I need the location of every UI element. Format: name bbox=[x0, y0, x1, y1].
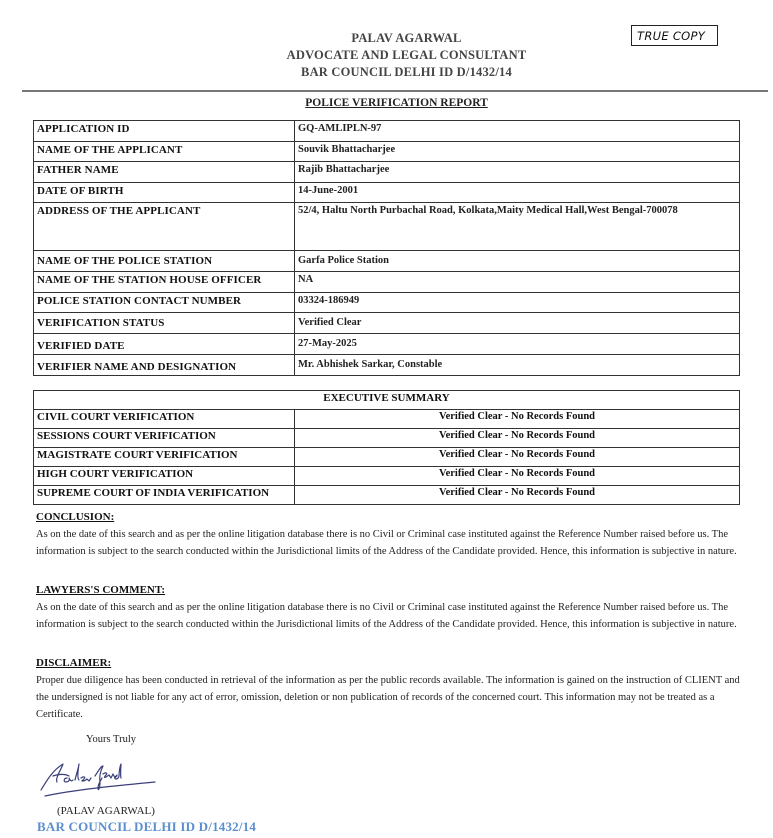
table-row bbox=[34, 467, 740, 486]
table-row bbox=[34, 333, 740, 354]
field-value: Verified Clear bbox=[295, 313, 740, 334]
closing-salutation: Yours Truly bbox=[86, 734, 137, 745]
court-label: SUPREME COURT OF INDIA VERIFICATION bbox=[34, 486, 295, 505]
table-row bbox=[34, 410, 740, 429]
field-label: APPLICATION ID bbox=[34, 121, 295, 142]
lawyers-comment-text: As on the date of this search and as per the online litigation database there is no Civil or Criminal case instituted against the Reference Number raised before us. The information is subject to the search conducted within the Jurisdictional limits of the Address of the Candidate provided. Hence, this information is subjective in nature. bbox=[36, 602, 737, 630]
table-row bbox=[34, 121, 740, 142]
table-row bbox=[34, 429, 740, 448]
field-label: VERIFIED DATE bbox=[34, 333, 295, 354]
field-value: 14-June-2001 bbox=[295, 182, 740, 203]
field-label: NAME OF THE APPLICANT bbox=[34, 141, 295, 162]
court-label: HIGH COURT VERIFICATION bbox=[34, 467, 295, 486]
advocate-name: PALAV AGARWAL bbox=[351, 31, 462, 45]
field-value: 27-May-2025 bbox=[295, 333, 740, 354]
court-status: Verified Clear - No Records Found bbox=[295, 448, 740, 467]
table-row bbox=[34, 162, 740, 183]
table-row bbox=[34, 313, 740, 334]
field-label: DATE OF BIRTH bbox=[34, 182, 295, 203]
disclaimer-text: Proper due diligence has been conducted in retrieval of the information as per the public records available. The information is gained on the instruction of CLIENT and the undersigned is not liable for any act of error, omission, deletion or non publication of records of the concerned court. This information may not be treated as a Certificate. bbox=[36, 675, 740, 720]
conclusion-heading: CONCLUSION: bbox=[36, 511, 115, 523]
court-label: SESSIONS COURT VERIFICATION bbox=[34, 429, 295, 448]
field-value: Mr. Abhishek Sarkar, Constable bbox=[295, 354, 740, 375]
field-label: POLICE STATION CONTACT NUMBER bbox=[34, 292, 295, 313]
table-row bbox=[34, 251, 740, 272]
executive-summary-heading: EXECUTIVE SUMMARY bbox=[34, 391, 740, 410]
court-status: Verified Clear - No Records Found bbox=[295, 486, 740, 505]
field-value: 52/4, Haltu North Purbachal Road, Kolkata,Maity Medical Hall,West Bengal-700078 bbox=[295, 203, 740, 251]
true-copy-stamp: TRUE COPY bbox=[631, 25, 718, 46]
field-value: NA bbox=[295, 271, 740, 292]
signatory-bar-id: BAR COUNCIL DELHI ID D/1432/14 bbox=[37, 819, 257, 834]
court-label: CIVIL COURT VERIFICATION bbox=[34, 410, 295, 429]
court-status: Verified Clear - No Records Found bbox=[295, 429, 740, 448]
table-header-row bbox=[34, 391, 740, 410]
table-row bbox=[34, 203, 740, 251]
details-table bbox=[33, 120, 740, 376]
executive-summary-table bbox=[33, 390, 740, 505]
field-value: GQ-AMLIPLN-97 bbox=[295, 121, 740, 142]
field-value: Rajib Bhattacharjee bbox=[295, 162, 740, 183]
lawyers-comment-section bbox=[36, 582, 742, 633]
field-label: NAME OF THE STATION HOUSE OFFICER bbox=[34, 271, 295, 292]
field-label: FATHER NAME bbox=[34, 162, 295, 183]
field-value: Souvik Bhattacharjee bbox=[295, 141, 740, 162]
lawyers-comment-heading: LAWYERS'S COMMENT: bbox=[36, 584, 166, 596]
field-value: Garfa Police Station bbox=[295, 251, 740, 272]
field-value: 03324-186949 bbox=[295, 292, 740, 313]
signatory-name: (PALAV AGARWAL) bbox=[57, 805, 155, 817]
field-label: NAME OF THE POLICE STATION bbox=[34, 251, 295, 272]
table-row bbox=[34, 292, 740, 313]
disclaimer-heading: DISCLAIMER: bbox=[36, 657, 112, 669]
table-row bbox=[34, 141, 740, 162]
conclusion-text: As on the date of this search and as per the online litigation database there is no Civil or Criminal case instituted against the Reference Number raised before us. The information is subject to the search conducted within the Jurisdictional limits of the Address of the Candidate provided. Hence, this information is subjective in nature. bbox=[36, 529, 737, 557]
report-title: POLICE VERIFICATION REPORT bbox=[305, 97, 488, 109]
court-label: MAGISTRATE COURT VERIFICATION bbox=[34, 448, 295, 467]
conclusion-section bbox=[36, 509, 742, 560]
table-row bbox=[34, 182, 740, 203]
field-label: VERIFIER NAME AND DESIGNATION bbox=[34, 354, 295, 375]
field-label: ADDRESS OF THE APPLICANT bbox=[34, 203, 295, 251]
table-row bbox=[34, 271, 740, 292]
field-label: VERIFICATION STATUS bbox=[34, 313, 295, 334]
disclaimer-section bbox=[36, 655, 742, 723]
signature-icon bbox=[33, 754, 163, 804]
advocate-title: ADVOCATE AND LEGAL CONSULTANT bbox=[286, 48, 527, 62]
table-row bbox=[34, 354, 740, 375]
table-row bbox=[34, 486, 740, 505]
court-status: Verified Clear - No Records Found bbox=[295, 410, 740, 429]
header-divider bbox=[22, 90, 768, 92]
advocate-bar-id: BAR COUNCIL DELHI ID D/1432/14 bbox=[301, 65, 512, 79]
table-row bbox=[34, 448, 740, 467]
court-status: Verified Clear - No Records Found bbox=[295, 467, 740, 486]
